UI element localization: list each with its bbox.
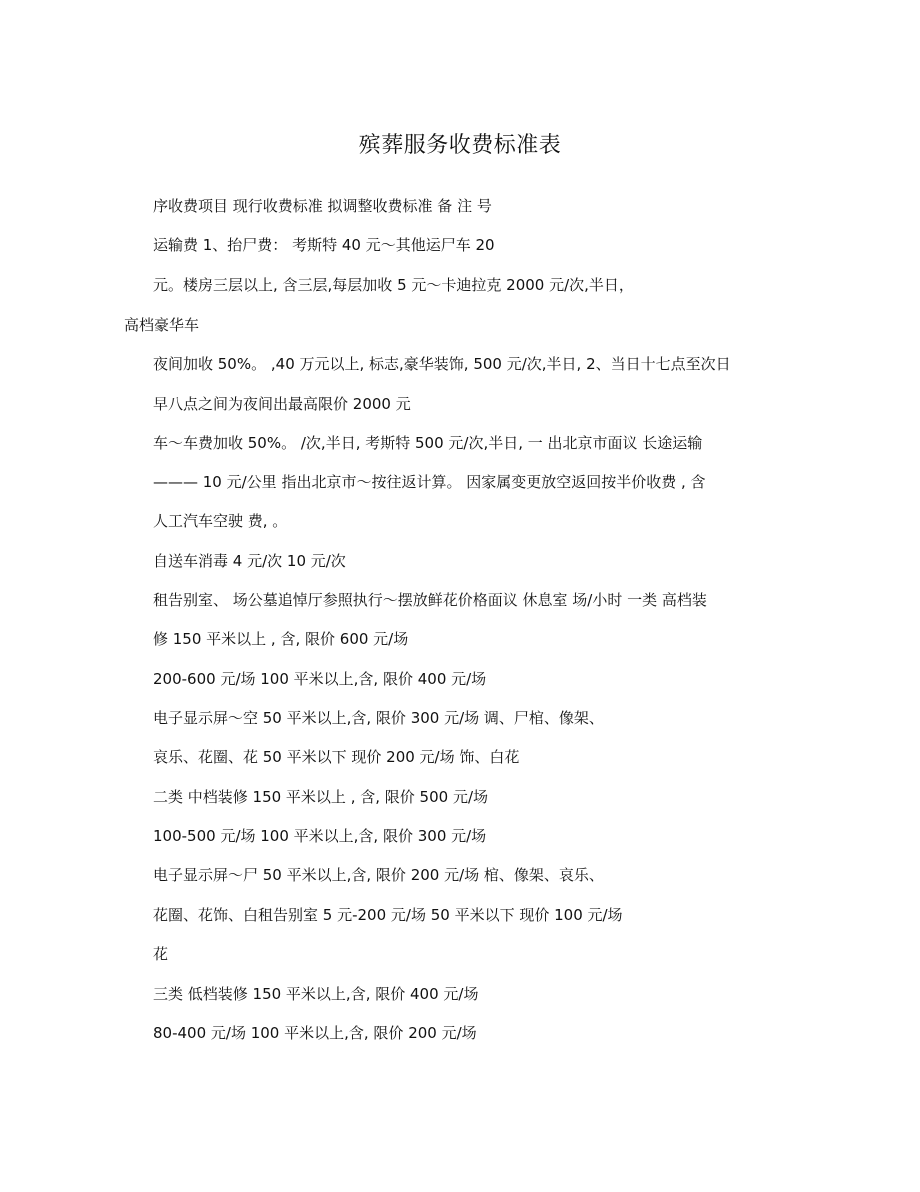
text-line: 高档豪华车	[124, 316, 200, 334]
text-line-header: 序收费项目 现行收费标准 拟调整收费标准 备 注 号	[153, 197, 492, 215]
text-line: 元。楼房三层以上, 含三层,每层加收 5 元～卡迪拉克 2000 元/次,半日，	[153, 276, 634, 294]
text-line: 100-500 元/场 100 平米以上,含, 限价 300 元/场	[153, 827, 487, 845]
text-line: 哀乐、花圈、花 50 平米以下 现价 200 元/场 饰、白花	[153, 748, 520, 766]
text-line: 电子显示屏～尸 50 平米以上,含, 限价 200 元/场 棺、像架、哀乐、	[153, 866, 604, 884]
text-line: 花	[153, 945, 169, 963]
text-line: 人工汽车空驶 费, 。	[153, 512, 288, 530]
text-line: 200-600 元/场 100 平米以上,含, 限价 400 元/场	[153, 670, 487, 688]
text-line: ——— 10 元/公里 指出北京市～按往返计算。 因家属变更放空返回按半价收费 , 含	[153, 473, 706, 491]
text-line: 早八点之间为夜间出最高限价 2000 元	[153, 395, 411, 413]
text-line: 二类 中档装修 150 平米以上 , 含, 限价 500 元/场	[153, 788, 488, 806]
text-line: 车～车费加收 50%。 /次,半日, 考斯特 500 元/次,半日, 一 出北京市面议 长途运输	[153, 434, 703, 452]
text-line: 自送车消毒 4 元/次 10 元/次	[153, 552, 346, 570]
document-title: 殡葬服务收费标准表	[358, 133, 562, 158]
text-line: 运输费 1、抬尸费： 考斯特 40 元～其他运尸车 20	[153, 236, 495, 254]
text-line: 修 150 平米以上 , 含, 限价 600 元/场	[153, 630, 409, 648]
text-line: 三类 低档装修 150 平米以上,含, 限价 400 元/场	[153, 985, 479, 1003]
text-line: 80-400 元/场 100 平米以上,含, 限价 200 元/场	[153, 1024, 477, 1042]
text-line: 租告别室、 场公墓追悼厅参照执行～摆放鲜花价格面议 休息室 场/小时 一类 高档装	[153, 591, 707, 609]
text-line: 夜间加收 50%。 ,40 万元以上, 标志,豪华装饰, 500 元/次,半日, 2、当日十七点至次日	[153, 355, 731, 373]
text-line: 电子显示屏～空 50 平米以上,含, 限价 300 元/场 调、尸棺、像架、	[153, 709, 604, 727]
text-line: 花圈、花饰、白租告别室 5 元-200 元/场 50 平米以下 现价 100 元/场	[153, 906, 623, 924]
